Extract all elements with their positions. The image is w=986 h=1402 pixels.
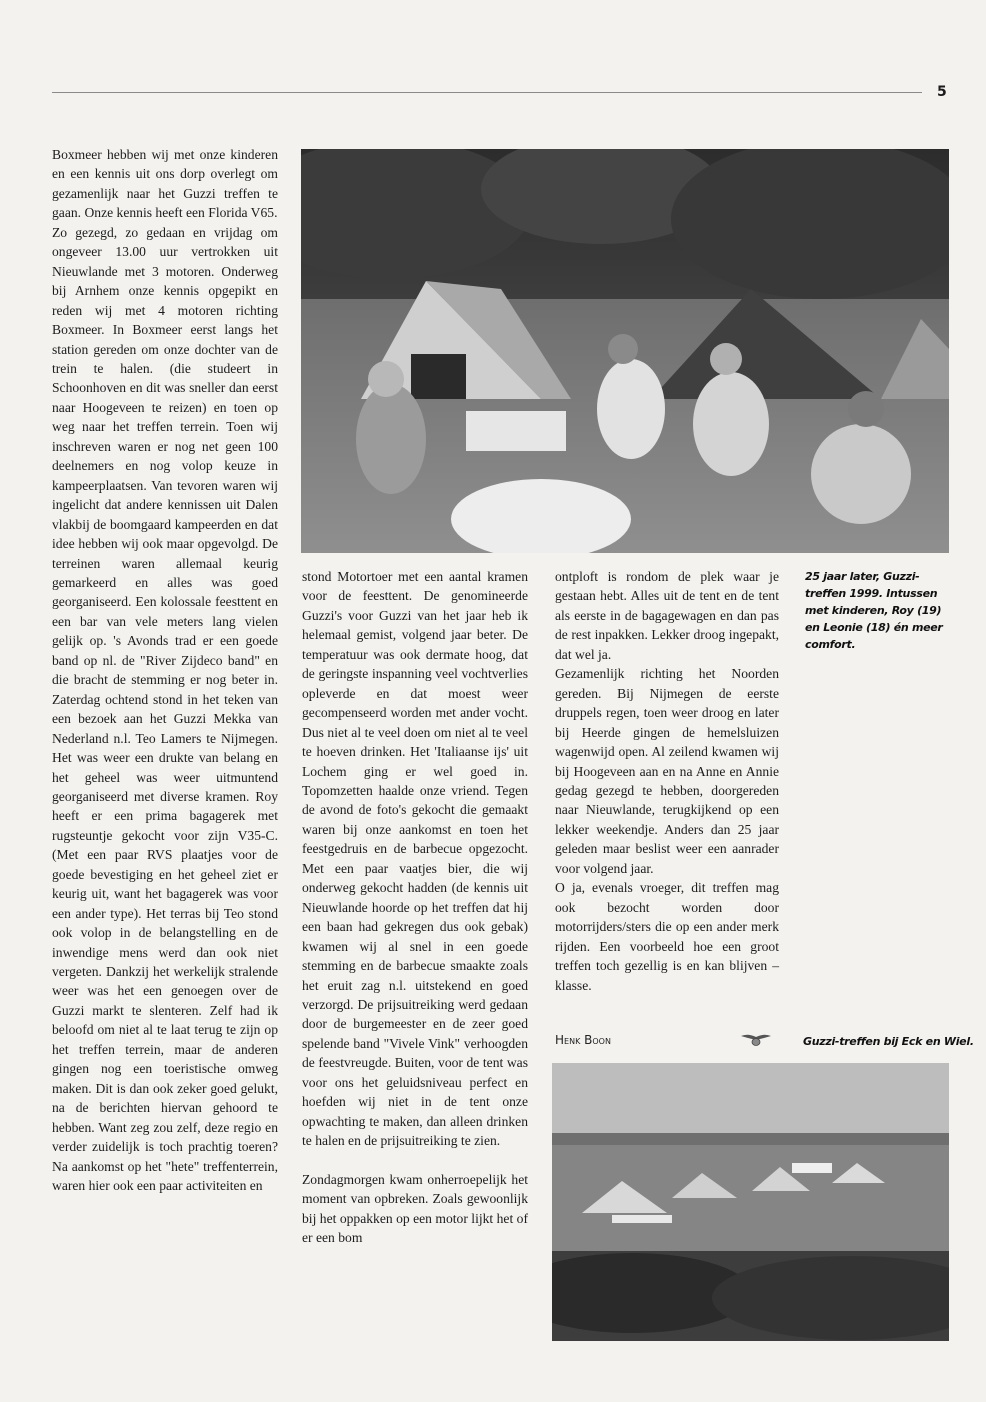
guzzi-eagle-logo-icon — [740, 1031, 772, 1047]
paragraph: Zo gezegd, zo gedaan en vrijdag om ongeveer 13.00 uur vertrokken uit Nieuwlande met 3 motoren. Onderweg bij Arnhem onze kennis opgepikt en reden wij met 4 motoren richting Boxmeer. In Boxmeer eerst langs het station gereden om onze dochter van de trein te halen. (die studeert in Schoonhoven en dit was sneller dan eerst naar Hoogeveen te reizen) en toen op weg naar het treffen terrein. Toen wij inschreven waren er nog net geen 100 deelnemers en nog volop keuze in kampeerplaatsen. Van tevoren waren wij ingelicht dat andere kennissen uit Dalen vlakbij de boomgaard kampeerden en dat idee hebben wij ook maar opgevolgd. De terreinen waren allemaal keurig gemarkeerd en alles was goed georganiseerd. Een kolossale feesttent en een bar van vele meters lang vielen gelijk op. 's Avonds trad er een goede band op nl. de "River Zijdeco band" en die bracht de stemming er nog beter in. Zaterdag ochtend stond in het teken van een bezoek aan het Guzzi Mekka van Nederland n.l. Teo Lamers te Nijmegen. Het was weer een drukte van belang en het geheel was weer uitmuntend georganiseerd met diverse kramen. Roy heeft er een prima bagagerek met rugsteuntje gekocht voor zijn V35-C. (Met een paar RVS plaatjes voor de goede bevestiging en het geheel ziet er keurig uit, want het bagagerek was voor een ander type). Het terras bij Teo stond ook volop in de belangstelling en de inwendige mens werd dan ook niet vergeten. Dankzij het werkelijk stralende weer was het een genoegen over de Guzzi markt te slenteren. Zelf had ik beloofd om niet al te laat terug te zijn op het treffen terrein, maar de anderen gingen nog een toeristische omweg maken. Dit is dan ook zeker goed gelukt, na de berichten hiervan gehoord te hebben. Want zeg zou zelf, deze regio en verder zuidelijk is toch prachtig toeren? Na aankomst op het "hete" treffenterrein, waren hier ook een paar activiteiten en — [52, 224, 278, 1194]
article-column-3 — [555, 567, 779, 995]
photo-caption-top: 25 jaar later, Guzzi-treffen 1999. Intussen met kinderen, Roy (19) en Leonie (18) én meer comfort. — [805, 570, 943, 651]
campsite-photo — [301, 149, 949, 553]
author-byline: Henk Boon — [555, 1033, 611, 1047]
paragraph: stond Motortoer met een aantal kramen voor de feesttent. De genomineerde Guzzi's voor Guzzi van het jaar heb ik helemaal gemist, volgend jaar beter. De temperatuur was ook dermate hoog, dat de geringste inspanning veel vochtverlies opleverde en dat moest weer gecompenseerd worden met ander vocht. Dus niet al te veel doen om niet al te veel te hoeven drinken. Het 'Italiaanse ijs' uit Lochem ging er wel goed in. Topomzetten haalde onze vriend. Tegen de avond de foto's gekocht die gemaakt waren bij onze aankomst en toen het feestgedruis en de barbecue opgezocht. Met een paar vaatjes bier, die wij onderweg gekocht hadden (de kennis uit Nieuwlande hoorde op het treffen dat hij een baan had gekregen dus ook gebak) kwamen wij al snel in een goede stemming en de barbecue smaakte zoals het eruit zag n.l. uitstekend en goed verzorgd. De prijsuitreiking werd gedaan door de burgemeester en de zeer goed spelende band "Vivele Vink" verhoogden de feestvreugde. Buiten, voor de tent was voor ons het geluidsniveau perfect en hoefden wij niet in de tent onze opwachting te maken, dan alleen drinken te halen en de prijsuitreiking te zien. — [302, 569, 528, 1149]
paragraph: ontploft is rondom de plek waar je gestaan hebt. Alles uit de tent en de tent als eerste in de bagagewagen en dan pas de rest inpakken. Lekker droog ingepakt, dat wel ja. — [555, 569, 779, 662]
article-column-2 — [302, 567, 528, 1247]
header-rule — [52, 92, 922, 93]
article-column-1 — [52, 145, 278, 1195]
paragraph: Zondagmorgen kwam onherroepelijk het moment van opbreken. Zoals gewoonlijk bij het oppakken op een motor lijkt het of er een bom — [302, 1171, 528, 1245]
photo-caption-bottom: Guzzi-treffen bij Eck en Wiel. — [803, 1035, 974, 1048]
paragraph: Boxmeer hebben wij met onze kinderen en een kennis uit ons dorp overlegt om gezamenlijk naar het Guzzi treffen te gaan. Onze kennis heeft een Florida V65. — [52, 147, 278, 221]
treffen-field-photo — [552, 1063, 949, 1341]
page-number: 5 — [937, 84, 947, 100]
paragraph: Gezamenlijk richting het Noorden gereden. Bij Nijmegen de eerste druppels regen, toen weer droog en later bij Heerde gingen de hemelsluizen wagenwijd open. Al zeilend kwamen wij bij Hoogeveen aan en na Anne en Annie gedag gezegd te hebben, doorgereden naar Nieuwlande, terugkijkend op een lekker weekendje. Anders dan 25 jaar geleden maar beslist weer een aanrader voor volgend jaar. — [555, 666, 779, 876]
paragraph: O ja, evenals vroeger, dit treffen mag ook bezocht worden door motorrijders/sters die op een ander merk rijden. Een voorbeeld hoe een groot treffen toch gezellig is en kan blijven – klasse. — [555, 880, 779, 993]
